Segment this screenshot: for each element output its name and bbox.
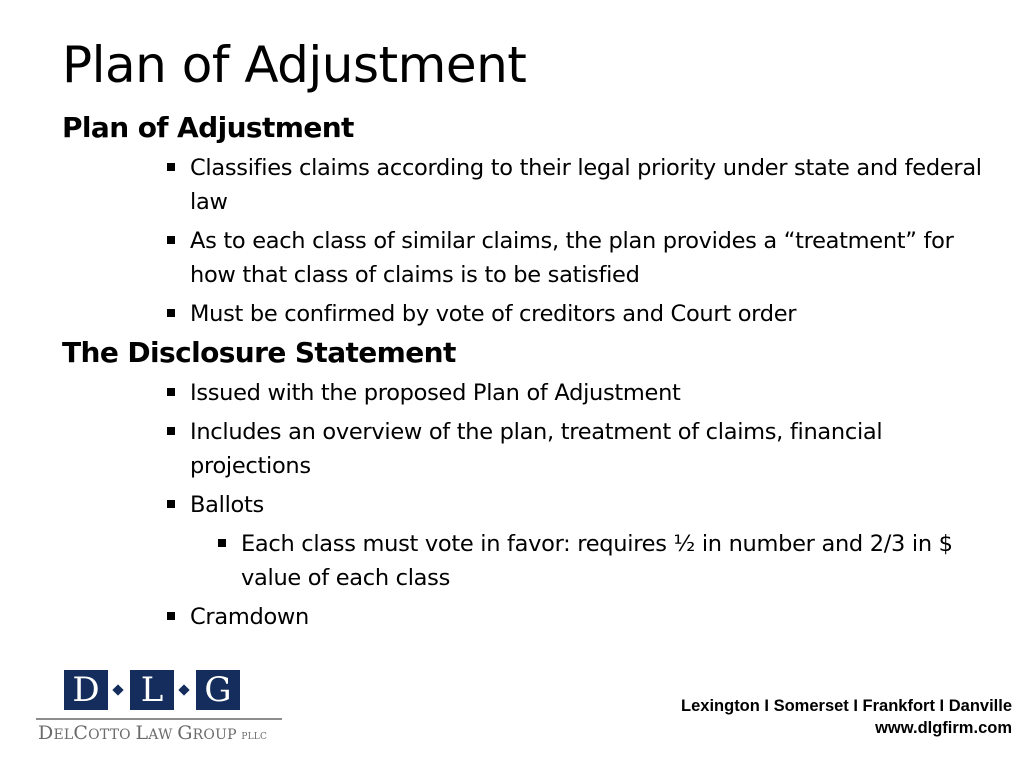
slide-content (62, 110, 1002, 634)
list-item: Classifies claims according to their legal priority under state and federal law (190, 151, 990, 219)
footer (681, 695, 1012, 739)
list-item: Ballots (190, 488, 990, 522)
section-heading-plan: Plan of Adjustment (62, 111, 354, 144)
plan-bullet-list (62, 151, 1002, 331)
square-bullet-icon (167, 612, 175, 620)
list-item: Issued with the proposed Plan of Adjustment (190, 376, 990, 410)
disclosure-bullet-list (62, 376, 1002, 634)
square-bullet-icon (167, 427, 175, 435)
logo-firm-name: DELCOTTO LAW GROUP PLLC (38, 722, 268, 744)
diamond-icon (178, 684, 189, 695)
square-bullet-icon (167, 236, 175, 244)
section-heading-disclosure: The Disclosure Statement (62, 336, 456, 369)
list-item: As to each class of similar claims, the plan provides a “treatment” for how that class of claims is to be satisfied (190, 224, 990, 292)
logo-divider (36, 718, 282, 720)
list-item: Must be confirmed by vote of creditors and Court order (190, 297, 990, 331)
square-bullet-icon (167, 388, 175, 396)
slide-title: Plan of Adjustment (62, 36, 527, 94)
square-bullet-icon (218, 539, 226, 547)
list-item: Includes an overview of the plan, treatment of claims, financial projections (190, 415, 990, 483)
sub-list-item: Each class must vote in favor: requires ½ in number and 2/3 in $ value of each class (241, 527, 991, 595)
list-item: Cramdown (190, 600, 990, 634)
square-bullet-icon (167, 309, 175, 317)
logo-letter-g: G (196, 670, 240, 710)
footer-locations: Lexington I Somerset I Frankfort I Danville (681, 697, 1012, 715)
footer-website[interactable]: www.dlgfirm.com (875, 719, 1012, 737)
logo-letter-l: L (130, 670, 174, 710)
logo-letter-d: D (64, 670, 108, 710)
square-bullet-icon (167, 163, 175, 171)
square-bullet-icon (167, 500, 175, 508)
dlg-logo (36, 668, 282, 748)
diamond-icon (112, 684, 123, 695)
